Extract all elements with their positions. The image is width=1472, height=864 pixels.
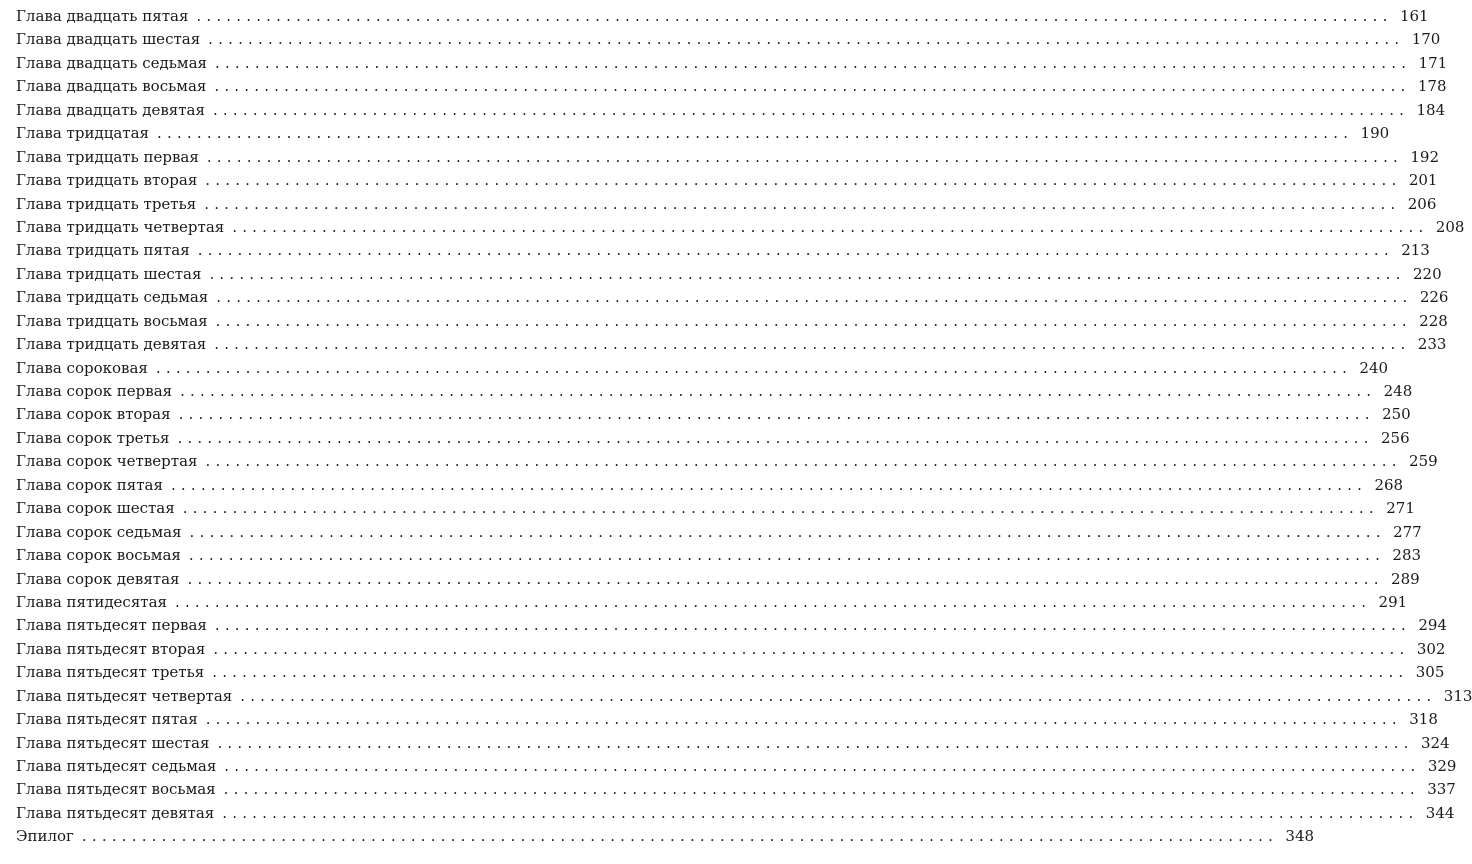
- toc-entry-title: Глава двадцать шестая: [16, 30, 201, 49]
- dot-leader: ........................................................................................................................: [217, 733, 1414, 752]
- toc-entry: [16, 7, 1429, 30]
- toc-entry-page-number: 228: [1419, 311, 1448, 330]
- dot-leader: ........................................................................................................................: [214, 616, 1412, 635]
- toc-entry: [16, 428, 1410, 452]
- toc-entry-title: Глава пятьдесят пятая: [16, 710, 198, 729]
- dot-leader: ........................................................................................................................: [232, 217, 1429, 236]
- toc-entry: [16, 616, 1448, 639]
- dot-leader: ........................................................................................................................: [216, 288, 1413, 307]
- toc-entry-page-number: 329: [1427, 757, 1457, 775]
- toc-entry-title: Глава пятьдесят четвертая: [16, 686, 233, 705]
- toc-entry: [16, 217, 1465, 241]
- dot-leader: ........................................................................................................................: [205, 710, 1402, 729]
- toc-entry-title: Глава сорок шестая: [16, 499, 175, 518]
- toc-entry-page-number: 348: [1285, 827, 1315, 846]
- dot-leader: ........................................................................................................................: [206, 147, 1404, 166]
- dot-leader: ........................................................................................................................: [180, 382, 1377, 400]
- dot-leader: ........................................................................................................................: [155, 358, 1353, 377]
- toc-entry-page-number: 201: [1408, 171, 1438, 190]
- toc-entry-title: Эпилог: [16, 827, 74, 846]
- toc-entry-title: Глава сорок четвертая: [16, 452, 198, 471]
- toc-entry-title: Глава двадцать пятая: [16, 7, 189, 25]
- toc-entry-title: Глава пятидесятая: [16, 592, 167, 611]
- toc-entry: [16, 30, 1441, 53]
- toc-entry-page-number: 178: [1417, 77, 1447, 96]
- dot-leader: ........................................................................................................................: [175, 592, 1372, 611]
- toc-entry-page-number: 271: [1386, 499, 1415, 518]
- toc-entry-page-number: 305: [1415, 663, 1445, 682]
- dot-leader: ........................................................................................................................: [214, 335, 1411, 354]
- toc-entry: [16, 124, 1390, 147]
- toc-entry-title: Глава пятьдесят вторая: [16, 639, 206, 658]
- dot-leader: ........................................................................................................................: [215, 311, 1412, 330]
- toc-entry-title: Глава сорок восьмая: [16, 546, 181, 565]
- toc-entry-title: Глава сорок пятая: [16, 475, 163, 494]
- toc-entry-page-number: 170: [1411, 30, 1441, 49]
- toc-entry: [16, 147, 1440, 171]
- toc-entry: [16, 77, 1447, 100]
- toc-entry: [16, 264, 1442, 288]
- toc-entry-page-number: 161: [1399, 7, 1429, 25]
- toc-entry-page-number: 318: [1409, 710, 1438, 729]
- toc-entry-title: Глава тридцать девятая: [16, 335, 207, 354]
- toc-entry: [16, 405, 1411, 428]
- toc-entry: [16, 100, 1446, 124]
- dot-leader: ........................................................................................................................: [213, 639, 1410, 658]
- dot-leader: ........................................................................................................................: [205, 171, 1402, 190]
- toc-entry: [16, 241, 1430, 264]
- toc-entry-page-number: 294: [1418, 616, 1448, 635]
- toc-entry: [16, 803, 1455, 827]
- toc-entry: [16, 452, 1438, 475]
- dot-leader: ........................................................................................................................: [197, 241, 1394, 260]
- toc-entry-page-number: 268: [1374, 475, 1404, 494]
- toc-entry-title: Глава двадцать девятая: [16, 100, 205, 119]
- toc-entry: [16, 194, 1437, 218]
- toc-entry: [16, 522, 1422, 546]
- toc-entry-page-number: 250: [1382, 405, 1411, 424]
- dot-leader: ........................................................................................................................: [212, 100, 1410, 119]
- dot-leader: ........................................................................................................................: [178, 405, 1375, 424]
- toc-entry: [16, 288, 1449, 311]
- toc-entry-page-number: 291: [1378, 592, 1408, 611]
- dot-leader: ........................................................................................................................: [170, 475, 1368, 494]
- toc-entry: [16, 686, 1472, 710]
- toc-entry-title: Глава сорок первая: [16, 382, 173, 400]
- toc-entry-page-number: 220: [1412, 264, 1442, 283]
- toc-entry-title: Глава тридцать шестая: [16, 264, 202, 283]
- dot-leader: ........................................................................................................................: [81, 827, 1279, 846]
- table-of-contents: [16, 7, 1472, 851]
- toc-entry-page-number: 213: [1401, 241, 1430, 260]
- dot-leader: ........................................................................................................................: [208, 30, 1405, 49]
- toc-entry-title: Глава тридцать третья: [16, 194, 197, 213]
- toc-entry-page-number: 256: [1381, 428, 1410, 447]
- dot-leader: ........................................................................................................................: [177, 428, 1374, 447]
- toc-entry-page-number: 259: [1409, 452, 1438, 471]
- toc-entry-title: Глава пятьдесят седьмая: [16, 757, 217, 775]
- toc-entry: [16, 827, 1315, 850]
- toc-entry: [16, 546, 1422, 569]
- dot-leader: ........................................................................................................................: [196, 7, 1393, 25]
- toc-entry-page-number: 283: [1392, 546, 1422, 565]
- toc-entry-page-number: 206: [1407, 194, 1437, 213]
- toc-entry: [16, 358, 1389, 382]
- dot-leader: ........................................................................................................................: [240, 686, 1437, 705]
- toc-entry: [16, 639, 1446, 663]
- dot-leader: ........................................................................................................................: [223, 780, 1420, 799]
- toc-entry-title: Глава сорок девятая: [16, 569, 180, 588]
- toc-entry-title: Глава тридцать восьмая: [16, 311, 208, 330]
- toc-entry: [16, 592, 1408, 616]
- toc-entry: [16, 53, 1448, 77]
- toc-entry: [16, 733, 1450, 757]
- toc-entry-page-number: 289: [1391, 569, 1420, 588]
- toc-entry-title: Глава тридцать пятая: [16, 241, 190, 260]
- toc-entry: [16, 171, 1438, 194]
- toc-entry-page-number: 226: [1419, 288, 1449, 307]
- toc-entry-title: Глава тридцать седьмая: [16, 288, 209, 307]
- toc-entry-page-number: 344: [1425, 803, 1455, 822]
- toc-entry-title: Глава сорок третья: [16, 428, 170, 447]
- toc-entry-title: Глава пятьдесят шестая: [16, 733, 210, 752]
- dot-leader: ........................................................................................................................: [187, 569, 1384, 588]
- toc-entry: [16, 780, 1456, 803]
- toc-entry-page-number: 302: [1416, 639, 1446, 658]
- toc-entry-title: Глава тридцать вторая: [16, 171, 198, 190]
- toc-entry: [16, 569, 1420, 593]
- toc-entry-title: Глава тридцатая: [16, 124, 149, 143]
- dot-leader: ........................................................................................................................: [157, 124, 1354, 143]
- dot-leader: ........................................................................................................................: [212, 663, 1409, 682]
- toc-entry-title: Глава тридцать четвертая: [16, 217, 225, 236]
- toc-entry-title: Глава сорок седьмая: [16, 522, 182, 541]
- dot-leader: ........................................................................................................................: [214, 77, 1411, 96]
- toc-entry-title: Глава двадцать восьмая: [16, 77, 207, 96]
- toc-entry-page-number: 313: [1443, 686, 1472, 705]
- dot-leader: ........................................................................................................................: [224, 757, 1421, 775]
- toc-entry: [16, 710, 1438, 733]
- toc-entry-page-number: 184: [1416, 100, 1446, 119]
- toc-entry-page-number: 277: [1393, 522, 1422, 541]
- dot-leader: ........................................................................................................................: [188, 546, 1386, 565]
- dot-leader: ........................................................................................................................: [189, 522, 1386, 541]
- dot-leader: ........................................................................................................................: [215, 53, 1412, 72]
- toc-entry: [16, 757, 1457, 780]
- dot-leader: ........................................................................................................................: [182, 499, 1379, 518]
- toc-entry-title: Глава пятьдесят девятая: [16, 803, 215, 822]
- toc-entry-page-number: 240: [1359, 358, 1389, 377]
- dot-leader: ........................................................................................................................: [204, 194, 1401, 213]
- toc-entry-title: Глава пятьдесят восьмая: [16, 780, 216, 799]
- toc-entry-page-number: 337: [1427, 780, 1456, 799]
- toc-entry-page-number: 248: [1383, 382, 1413, 400]
- toc-entry-page-number: 233: [1417, 335, 1447, 354]
- toc-entry: [16, 335, 1447, 358]
- toc-entry-title: Глава пятьдесят третья: [16, 663, 205, 682]
- toc-entry-page-number: 208: [1435, 217, 1465, 236]
- toc-entry-title: Глава двадцать седьмая: [16, 53, 207, 72]
- toc-entry: [16, 382, 1413, 405]
- dot-leader: ........................................................................................................................: [209, 264, 1406, 283]
- toc-entry-title: Глава тридцать первая: [16, 147, 199, 166]
- toc-entry-title: Глава сорок вторая: [16, 405, 171, 424]
- toc-entry: [16, 311, 1448, 335]
- toc-entry-page-number: 324: [1421, 733, 1450, 752]
- toc-entry: [16, 663, 1445, 686]
- dot-leader: ........................................................................................................................: [222, 803, 1419, 822]
- toc-entry-title: Глава пятьдесят первая: [16, 616, 207, 635]
- toc-entry-page-number: 171: [1418, 53, 1448, 72]
- toc-entry: [16, 475, 1404, 499]
- dot-leader: ........................................................................................................................: [205, 452, 1402, 471]
- toc-entry-page-number: 192: [1410, 147, 1440, 166]
- toc-entry: [16, 499, 1415, 522]
- toc-entry-title: Глава сороковая: [16, 358, 148, 377]
- toc-entry-page-number: 190: [1360, 124, 1390, 143]
